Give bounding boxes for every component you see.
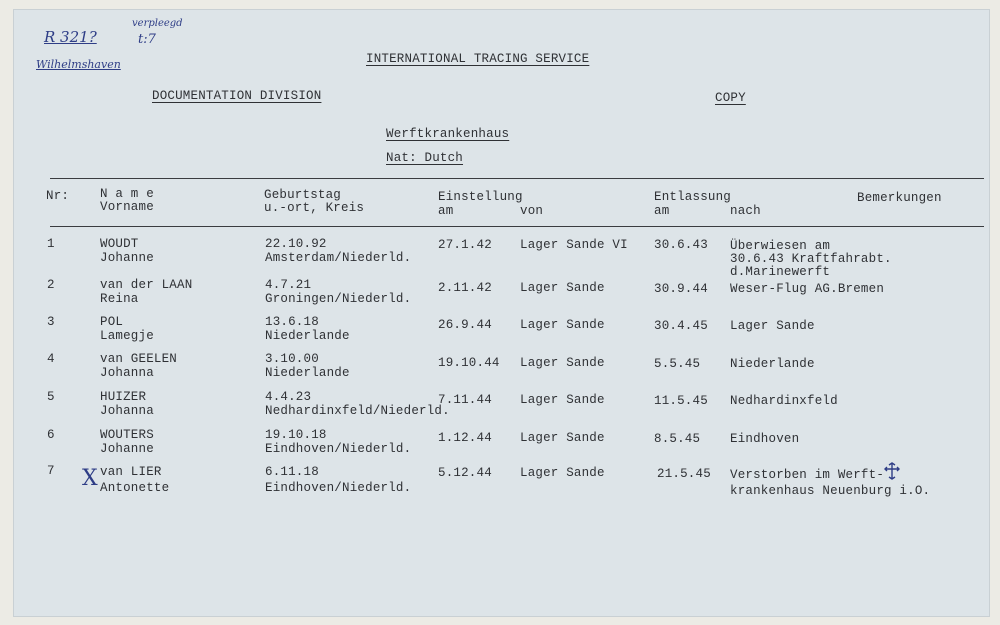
row-surname: van GEELEN (100, 352, 178, 366)
table-top-rule (50, 178, 984, 179)
row-entl-am: 8.5.45 (654, 432, 701, 446)
row-firstname: Johanne (100, 442, 154, 456)
handwritten-note: verpleegd (132, 18, 183, 29)
row-einst-von: Lager Sande (520, 466, 605, 480)
row-nr: 3 (47, 315, 55, 329)
col-einst-von: von (520, 204, 544, 218)
row-birthdate: 4.7.21 (265, 278, 312, 292)
row-surname: WOUDT (100, 237, 139, 251)
row-nr: 1 (47, 237, 55, 251)
row-einst-am: 7.11.44 (438, 393, 492, 407)
row-einst-am: 26.9.44 (438, 318, 492, 332)
row-surname: van LIER (100, 465, 162, 479)
row-birthplace: Niederlande (265, 329, 350, 343)
handwritten-code: R 321? (44, 28, 97, 46)
row-nr: 6 (47, 428, 55, 442)
row-entl-am: 21.5.45 (657, 467, 711, 481)
row-einst-von: Lager Sande (520, 318, 605, 332)
row-einst-am: 5.12.44 (438, 466, 492, 480)
row-birthplace: Niederlande (265, 366, 350, 380)
row-entl-am: 11.5.45 (654, 394, 708, 408)
handwritten-city: Wilhelmshaven (36, 58, 121, 71)
row-einst-von: Lager Sande VI (520, 238, 628, 252)
row-birthdate: 22.10.92 (265, 237, 327, 251)
row-nach-line2: 30.6.43 Kraftfahrabt. (730, 252, 892, 266)
row-firstname: Johanna (100, 366, 154, 380)
organization-title: INTERNATIONAL TRACING SERVICE (366, 52, 590, 66)
col-entl-nach: nach (730, 204, 761, 218)
row-einst-am: 27.1.42 (438, 238, 492, 252)
row-entl-am: 30.6.43 (654, 238, 708, 252)
row-nr: 4 (47, 352, 55, 366)
row-nach-line3: d.Marinewerft (730, 265, 831, 279)
col-remarks: Bemerkungen (857, 191, 942, 205)
row-surname: POL (100, 315, 124, 329)
col-entlassung: Entlassung (654, 190, 732, 204)
row-nach-line1: Niederlande (730, 357, 815, 371)
row-nach-line1: Weser-Flug AG.Bremen (730, 282, 885, 296)
row-einst-am: 19.10.44 (438, 356, 500, 370)
row-nach-line1: Nedhardinxfeld (730, 394, 838, 408)
row-birthdate: 4.4.23 (265, 390, 312, 404)
row-nr: 7 (47, 464, 55, 478)
col-vorname: Vorname (100, 200, 154, 214)
row-firstname: Reina (100, 292, 139, 306)
row-entl-am: 30.4.45 (654, 319, 708, 333)
row-firstname: Lamegje (100, 329, 154, 343)
handwritten-row-mark: X (82, 466, 98, 491)
row-firstname: Antonette (100, 481, 170, 495)
copy-label: COPY (715, 91, 746, 105)
row-surname: HUIZER (100, 390, 147, 404)
row-nach-line1: Lager Sande (730, 319, 815, 333)
row-birthdate: 6.11.18 (265, 465, 319, 479)
handwritten-note-sub: t:7 (138, 32, 156, 47)
row-einst-von: Lager Sande (520, 393, 605, 407)
row-nach-line1: Verstorben im Werft- (730, 468, 885, 482)
row-einst-von: Lager Sande (520, 431, 605, 445)
col-name: N a m e (100, 187, 154, 201)
row-nr: 2 (47, 278, 55, 292)
nationality-label: Nat: Dutch (386, 151, 464, 165)
row-einst-am: 1.12.44 (438, 431, 492, 445)
col-einstellung: Einstellung (438, 190, 523, 204)
col-birthplace: u.-ort, Kreis (264, 201, 365, 215)
row-birthdate: 3.10.00 (265, 352, 319, 366)
row-einst-von: Lager Sande (520, 356, 605, 370)
row-nr: 5 (47, 390, 55, 404)
row-nach-line1: Überwiesen am (730, 239, 831, 253)
col-einst-am: am (438, 204, 454, 218)
row-entl-am: 5.5.45 (654, 357, 701, 371)
document-sheet (13, 9, 990, 617)
row-nach-line1: Eindhoven (730, 432, 800, 446)
row-surname: van der LAAN (100, 278, 193, 292)
division-title: DOCUMENTATION DIVISION (152, 89, 322, 103)
row-birthplace: Eindhoven/Niederld. (265, 442, 412, 456)
row-einst-von: Lager Sande (520, 281, 605, 295)
row-firstname: Johanne (100, 251, 154, 265)
row-firstname: Johanna (100, 404, 154, 418)
row-nach-line2: krankenhaus Neuenburg i.O. (730, 484, 931, 498)
row-einst-am: 2.11.42 (438, 281, 492, 295)
table-header-rule (50, 226, 984, 227)
row-entl-am: 30.9.44 (654, 282, 708, 296)
row-birthplace: Groningen/Niederld. (265, 292, 412, 306)
col-entl-am: am (654, 204, 670, 218)
row-surname: WOUTERS (100, 428, 154, 442)
col-nr: Nr: (46, 189, 70, 203)
row-birthplace: Nedhardinxfeld/Niederld. (265, 404, 450, 418)
institution-title: Werftkrankenhaus (386, 127, 510, 141)
row-birthdate: 19.10.18 (265, 428, 327, 442)
row-birthplace: Eindhoven/Niederld. (265, 481, 412, 495)
col-birth: Geburtstag (264, 188, 342, 202)
death-cross-icon (884, 462, 900, 480)
row-birthplace: Amsterdam/Niederld. (265, 251, 412, 265)
row-birthdate: 13.6.18 (265, 315, 319, 329)
